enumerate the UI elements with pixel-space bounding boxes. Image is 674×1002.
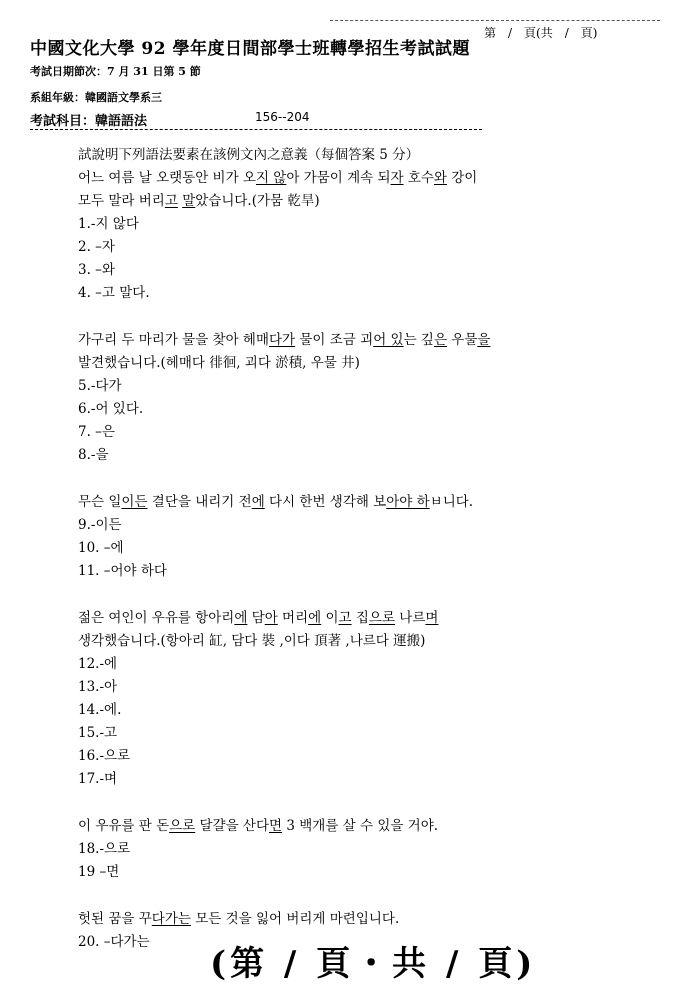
question-item: 7. –은 (78, 424, 115, 440)
question-item: 17.-며 (78, 771, 118, 787)
sentence-text: 3 백개를 살 수 있을 거야. (282, 818, 439, 834)
underlined-element: 고 (164, 193, 178, 209)
question-item: 11. –어야 하다 (78, 563, 167, 579)
question-item: 13.-아 (78, 679, 118, 695)
underlined-element: 말 (182, 193, 196, 209)
underlined-element: 을 (477, 332, 491, 348)
underlined-element: 에 (251, 494, 265, 510)
underlined-element: 어 있 (373, 332, 404, 348)
footer-page-number: (第 / 頁・共 / 頁) (210, 944, 537, 984)
question-item: 15.-고 (78, 725, 118, 741)
example-sentence-line (78, 607, 638, 630)
underlined-element: 은 (433, 332, 447, 348)
example-sentence-line (78, 352, 638, 375)
example-sentence-line (78, 491, 638, 514)
question-item: 12.-에 (78, 656, 118, 672)
sentence-text: 강이 (446, 170, 478, 186)
instruction: 試說明下列語法要素在該例文內之意義（每個答案 5 分） (78, 147, 420, 163)
sentence-text: 무슨 일 (78, 494, 122, 510)
underlined-element: 다가 (269, 332, 296, 348)
question-block (78, 607, 638, 791)
block-spacer (78, 791, 638, 815)
question-item: 2. –자 (78, 239, 115, 255)
question-block (78, 815, 638, 884)
sentence-text: 물이 조금 괴 (295, 332, 374, 348)
underlined-element: 며 (425, 610, 439, 626)
question-block (78, 167, 638, 305)
question-item: 20. –다가는 (78, 934, 150, 950)
question-item: 4. –고 말다. (78, 285, 150, 301)
question-block (78, 329, 638, 467)
sentence-text: 나르 (395, 610, 426, 626)
underlined-element: 에 (308, 610, 322, 626)
question-item: 5.-다가 (78, 378, 122, 394)
underlined-element: 아 (264, 610, 278, 626)
sentence-text: 다시 한번 생각해 보 (264, 494, 387, 510)
exam-title: 中國文化大學 92 學年度日間部學士班轉學招生考試試題 (30, 39, 470, 59)
example-sentence-line (78, 329, 638, 352)
underlined-element: 자 (390, 170, 404, 186)
block-spacer (78, 884, 638, 908)
sentence-text: 달걀을 산다 (195, 818, 270, 834)
underlined-element: 면 (269, 818, 283, 834)
underlined-element: 으로 (169, 818, 196, 834)
example-sentence-line (78, 190, 638, 213)
block-spacer (78, 305, 638, 329)
example-sentence-line (78, 630, 638, 653)
exam-date: 考試日期節次：7 月 31 日第 5 節 (30, 65, 201, 78)
sentence-text: 결단을 내리기 전 (147, 494, 252, 510)
page-indicator: 第 / 頁(共 / 頁) (484, 26, 598, 40)
block-spacer (78, 467, 638, 491)
sentence-text: 호수 (403, 170, 434, 186)
question-block (78, 491, 638, 583)
question-item: 10. –에 (78, 540, 124, 556)
example-sentence-line (78, 167, 638, 190)
sentence-text: 이 우유를 판 돈 (78, 818, 170, 834)
sentence-text: 발견했습니다.(헤매다 徘徊, 괴다 淤積, 우물 井) (78, 355, 360, 371)
question-item: 9.-이든 (78, 517, 122, 533)
question-item: 6.-어 있다. (78, 401, 144, 417)
sentence-text: 헛된 꿈을 꾸 (78, 911, 152, 927)
sentence-text: ㅂ니다. (429, 494, 474, 510)
underlined-element: 이든 (121, 494, 148, 510)
sentence-text: 집 (351, 610, 369, 626)
sentence-text: 젊은 여인이 우유를 항아리 (78, 610, 235, 626)
example-sentence-line (78, 815, 638, 838)
question-item: 14.-에. (78, 702, 122, 718)
question-item: 1.-지 않다 (78, 216, 139, 232)
question-item: 8.-을 (78, 447, 109, 463)
underlined-element: 지 않 (255, 170, 287, 186)
department: 系組年級：韓國語文學系三 (30, 91, 162, 104)
exam-content (78, 144, 638, 954)
subject: 考試科目：韓語語法 (30, 114, 148, 129)
underlined-element: 아야 하 (386, 494, 430, 510)
block-spacer (78, 583, 638, 607)
question-item: 18.-으로 (78, 841, 131, 857)
sentence-text: 는 깊 (403, 332, 434, 348)
subject-code: 156--204 (255, 110, 310, 124)
sentence-text: 이 (321, 610, 339, 626)
sentence-text: 았습니다.(가뭄 乾旱) (195, 193, 320, 209)
underlined-element: 와 (433, 170, 447, 186)
underlined-element: 다가는 (151, 911, 191, 927)
sentence-text: 담 (247, 610, 265, 626)
top-dashed-line (330, 20, 660, 21)
header-divider (30, 129, 482, 130)
sentence-text: 모두 말라 버리 (78, 193, 165, 209)
sentence-text: 아 가뭄이 계속 되 (286, 170, 391, 186)
example-sentence-line (78, 908, 638, 931)
question-item: 19 –면 (78, 864, 120, 880)
sentence-text: 머리 (277, 610, 309, 626)
underlined-element: 에 (234, 610, 248, 626)
sentence-text: 생각했습니다.(항아리 缸, 담다 裝 ,이다 頂著 ,나르다 運搬) (78, 633, 426, 649)
underlined-element: 으로 (368, 610, 396, 626)
question-item: 16.-으로 (78, 748, 131, 764)
sentence-text: 가구리 두 마리가 물을 찾아 헤매 (78, 332, 269, 348)
sentence-text: 모든 것을 잃어 버리게 마련입니다. (190, 911, 400, 927)
underlined-element: 고 (338, 610, 352, 626)
sentence-text: 어느 여름 날 오랫동안 비가 오 (78, 170, 256, 186)
sentence-text: 우물 (446, 332, 478, 348)
question-item: 3. –와 (78, 262, 115, 278)
